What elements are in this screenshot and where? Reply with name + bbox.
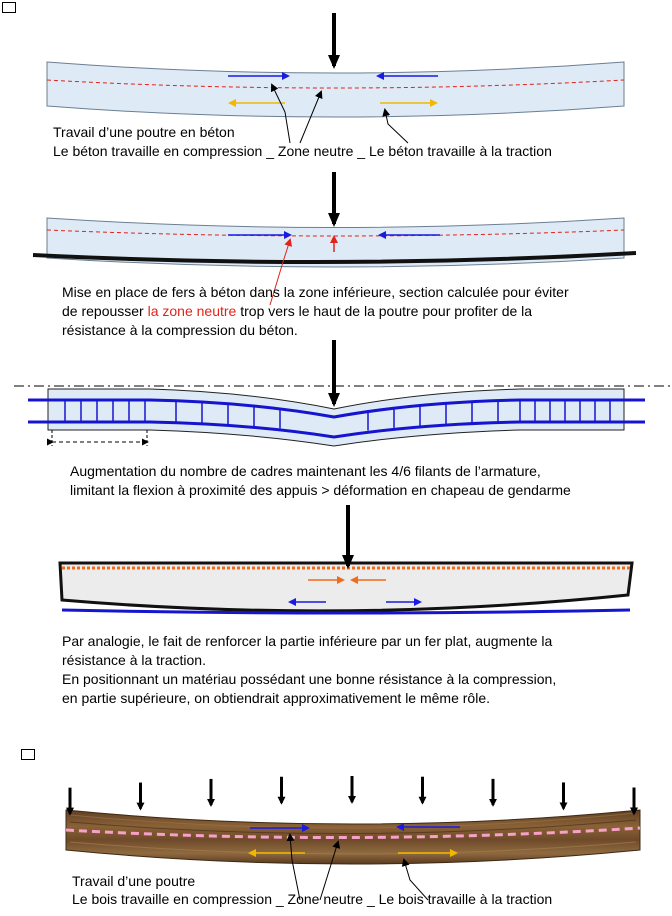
caption-3-line-1: Augmentation du nombre de cadres maintenant les 4/6 filants de l’armature, — [70, 463, 541, 479]
caption-4-line-3: En positionnant un matériau possédant une bonne résistance à la compression, — [62, 671, 557, 687]
caption-4-line-4: en partie supérieure, on obtiendrait approximativement le même rôle. — [62, 690, 491, 706]
checkbox-top[interactable] — [2, 2, 16, 13]
caption-2-line-1: Mise en place de fers à béton dans la zone inférieure, section calculée pour éviter — [62, 284, 569, 300]
diagram-plate-beam — [60, 505, 632, 613]
distributed-loads — [70, 776, 634, 814]
neutral-zone-highlight: la zone neutre — [147, 303, 237, 319]
caption-4-line-1: Par analogie, le fait de renforcer la partie inférieure par un fer plat, augmente la — [62, 633, 553, 649]
caption-2-line-2 — [62, 303, 532, 320]
caption-4-line-2: résistance à la traction. — [62, 652, 206, 668]
checkbox-bottom[interactable] — [21, 749, 35, 760]
caption-5-line-1: Travail d’une poutre — [72, 873, 196, 889]
beam-body — [60, 563, 632, 611]
caption-1-line-2: Le béton travaille en compression _ Zone neutre _ Le béton travaille à la traction — [53, 143, 552, 159]
diagram-stirrups-beam — [14, 340, 672, 446]
caption-2-line-3: résistance à la compression du béton. — [62, 322, 298, 338]
caption-1-line-1: Travail d’une poutre en béton — [53, 124, 235, 140]
caption-2-text-a: de repousser — [62, 303, 148, 319]
caption-3-line-2: limitant la flexion à proximité des appuis > déformation en chapeau de gendarme — [70, 482, 571, 498]
caption-2-text-c: trop vers le haut de la poutre pour profiter de la — [236, 303, 533, 319]
caption-5-line-2: Le bois travaille en compression _ Zone neutre _ Le bois travaille à la traction — [72, 891, 553, 907]
concrete-beam-body — [47, 62, 624, 117]
